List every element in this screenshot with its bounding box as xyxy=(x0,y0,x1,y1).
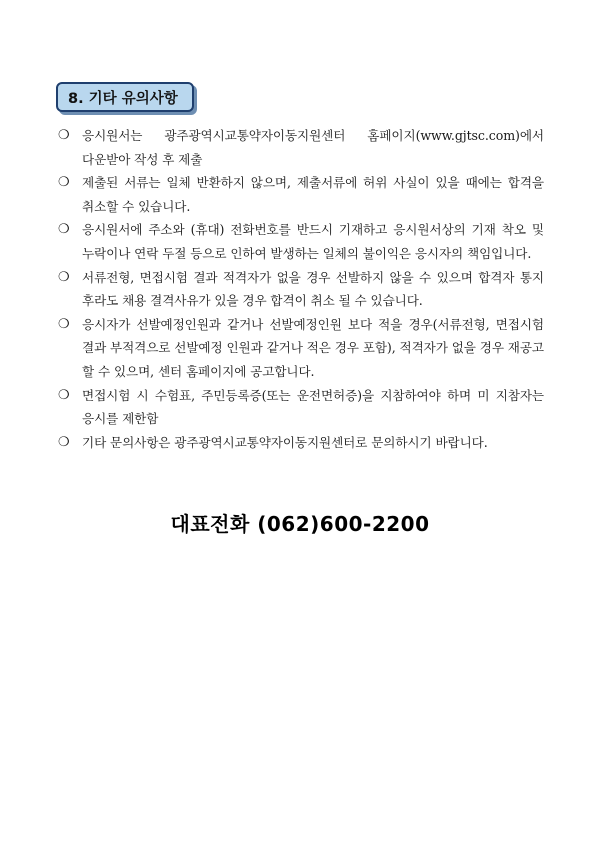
circle-bullet-icon: ❍ xyxy=(58,222,70,238)
contact-phone: 대표전화 (062)600-2200 xyxy=(170,512,430,536)
notice-item-7 xyxy=(58,431,544,455)
notice-item-1 xyxy=(58,124,544,171)
notice-item-text: 제출된 서류는 일체 반환하지 않으며, 제출서류에 허위 사실이 있을 때에는 합격을 취소할 수 있습니다. xyxy=(82,175,544,214)
notice-item-text: 서류전형, 면접시험 결과 적격자가 없을 경우 선발하지 않을 수 있으며 합격자 통지 후라도 채용 결격사유가 있을 경우 합격이 취소 될 수 있습니다. xyxy=(82,269,544,309)
notice-item-text: 응시원서는 광주광역시교통약자이동지원센터 홈페이지(www.gjtsc.com)에서 다운받아 작성 후 제출 xyxy=(82,128,544,167)
circle-bullet-icon: ❍ xyxy=(58,387,70,403)
notice-item-text: 응시자가 선발예정인원과 같거나 선발예정인원 보다 적을 경우(서류전형, 면접시험 결과 부적격으로 선발예정 인원과 같거나 적은 경우 포함), 적격자가 없을 경우 재공고 할 수 있으며, 센터 홈페이지에 공고합니다. xyxy=(82,316,544,379)
notice-item-5 xyxy=(58,313,544,384)
notice-item-6 xyxy=(58,384,544,431)
section-title-text: 8. 기타 유의사항 xyxy=(68,90,178,107)
notice-item-3 xyxy=(58,218,544,265)
notice-item-text: 기타 문의사항은 광주광역시교통약자이동지원센터로 문의하시기 바랍니다. xyxy=(82,434,488,450)
circle-bullet-icon: ❍ xyxy=(58,269,70,285)
notice-item-2 xyxy=(58,171,544,218)
notice-item-4 xyxy=(58,266,544,313)
notice-item-text: 면접시험 시 수험표, 주민등록증(또는 운전면허증)을 지참하여야 하며 미 지참자는 응시를 제한함 xyxy=(82,387,544,427)
circle-bullet-icon: ❍ xyxy=(58,316,70,332)
circle-bullet-icon: ❍ xyxy=(58,128,70,143)
section-title xyxy=(56,82,194,112)
circle-bullet-icon: ❍ xyxy=(58,175,70,191)
circle-bullet-icon: ❍ xyxy=(58,434,70,450)
notice-item-text: 응시원서에 주소와 (휴대) 전화번호를 반드시 기재하고 응시원서상의 기재 착오 및 누락이나 연락 두절 등으로 인하여 발생하는 일체의 불이익은 응시자의 책임입니다. xyxy=(82,222,544,261)
notice-list xyxy=(58,124,544,454)
